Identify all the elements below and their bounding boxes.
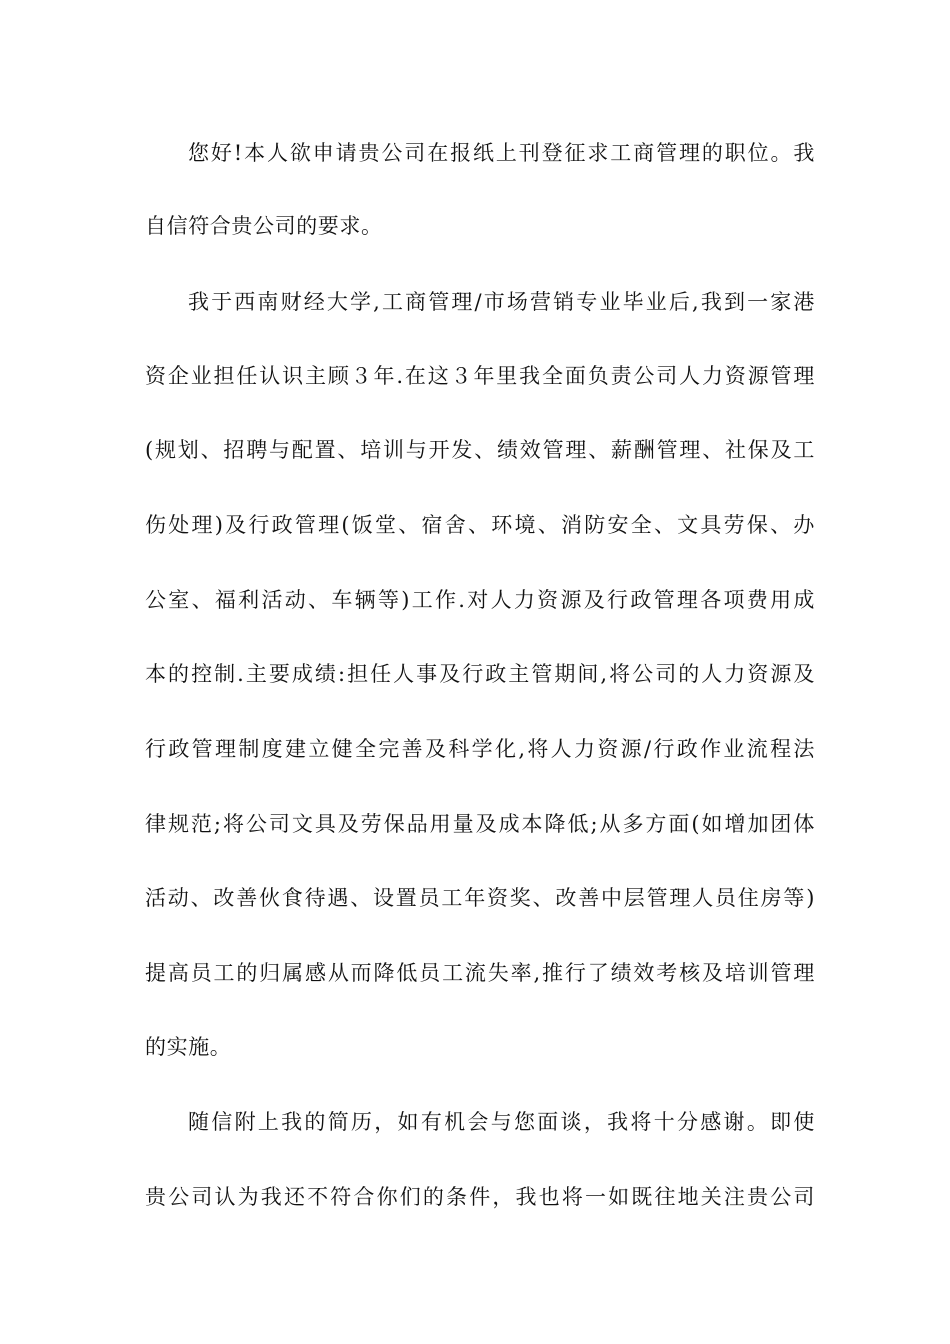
- paragraph-3-line-1: 随信附上我的简历，如有机会与您面谈，我将十分感谢。即使: [188, 1110, 815, 1134]
- paragraph-2-line-1: 我于西南财经大学,工商管理/市场营销专业毕业后,我到一家港: [188, 290, 815, 314]
- paragraph-3-line-2: 贵公司认为我还不符合你们的条件，我也将一如既往地关注贵公司: [145, 1185, 815, 1209]
- paragraph-2-line-6: 本的控制.主要成绩:担任人事及行政主管期间,将公司的人力资源及: [145, 662, 815, 686]
- paragraph-2-line-10: 提高员工的归属感从而降低员工流失率,推行了绩效考核及培训管理: [145, 961, 815, 985]
- paragraph-1-line-2: 自信符合贵公司的要求。: [145, 214, 383, 238]
- paragraph-2-line-9: 活动、改善伙食待遇、设置员工年资奖、改善中层管理人员住房等): [145, 886, 815, 910]
- paragraph-2-line-4: 伤处理)及行政管理(饭堂、宿舍、环境、消防安全、文具劳保、办: [145, 513, 815, 537]
- paragraph-2-line-3: (规划、招聘与配置、培训与开发、绩效管理、薪酬管理、社保及工: [145, 438, 815, 462]
- paragraph-2-line-11: 的实施。: [145, 1035, 232, 1059]
- paragraph-2-line-2: 资企业担任认识主顾３年.在这３年里我全面负责公司人力资源管理: [145, 364, 815, 388]
- paragraph-2-line-5: 公室、福利活动、车辆等)工作.对人力资源及行政管理各项费用成: [145, 588, 815, 612]
- paragraph-1-line-1: 您好!本人欲申请贵公司在报纸上刊登征求工商管理的职位。我: [188, 141, 815, 165]
- paragraph-2-line-7: 行政管理制度建立健全完善及科学化,将人力资源/行政作业流程法: [145, 737, 815, 761]
- paragraph-2-line-8: 律规范;将公司文具及劳保品用量及成本降低;从多方面(如增加团体: [145, 812, 815, 836]
